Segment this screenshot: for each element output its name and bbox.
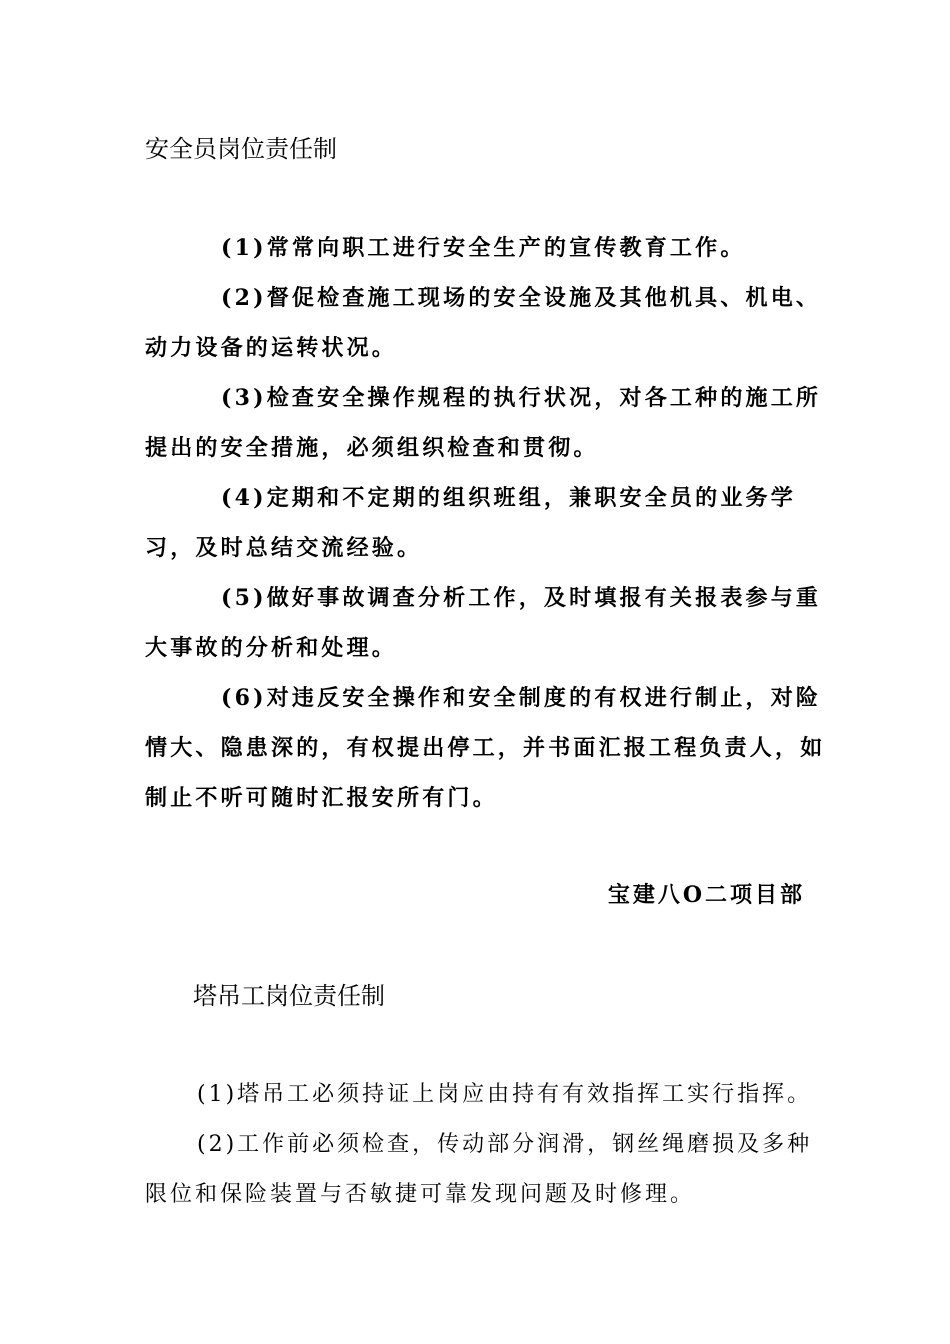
duty-item-3: (3)检查安全操作规程的执行状况，对各工种的施工所提出的安全措施，必须组织检查和贯彻。 xyxy=(145,385,822,461)
duty-item-1: (1)常常向职工进行安全生产的宣传教育工作。 xyxy=(221,235,746,261)
section-title-safety-officer: 安全员岗位责任制 xyxy=(145,135,337,163)
duty-item-5: (5)做好事故调查分析工作，及时填报有关报表参与重大事故的分析和处理。 xyxy=(145,585,822,661)
duty-item-2: (2)督促检查施工现场的安全设施及其他机具、机电、动力设备的运转状况。 xyxy=(145,285,822,361)
project-department-signature: 宝建八O二项目部 xyxy=(607,882,805,908)
section-title-tower-crane-operator: 塔吊工岗位责任制 xyxy=(193,982,385,1010)
duty-item-6: (6)对违反安全操作和安全制度的有权进行制止，对险情大、隐患深的，有权提出停工，并书面汇报工程负责人，如制止不听可随时汇报安所有门。 xyxy=(145,685,826,811)
duty-item-4: (4)定期和不定期的组织班组，兼职安全员的业务学习，及时总结交流经验。 xyxy=(145,485,796,561)
crane-duty-item-2: (2)工作前必须检查，传动部分润滑，钢丝绳磨损及多种限位和保险装置与否敏捷可靠发现问题及时修理。 xyxy=(145,1132,813,1207)
crane-duty-item-1: (1)塔吊工必须持证上岗应由持有有效指挥工实行指挥。 xyxy=(197,1082,813,1107)
